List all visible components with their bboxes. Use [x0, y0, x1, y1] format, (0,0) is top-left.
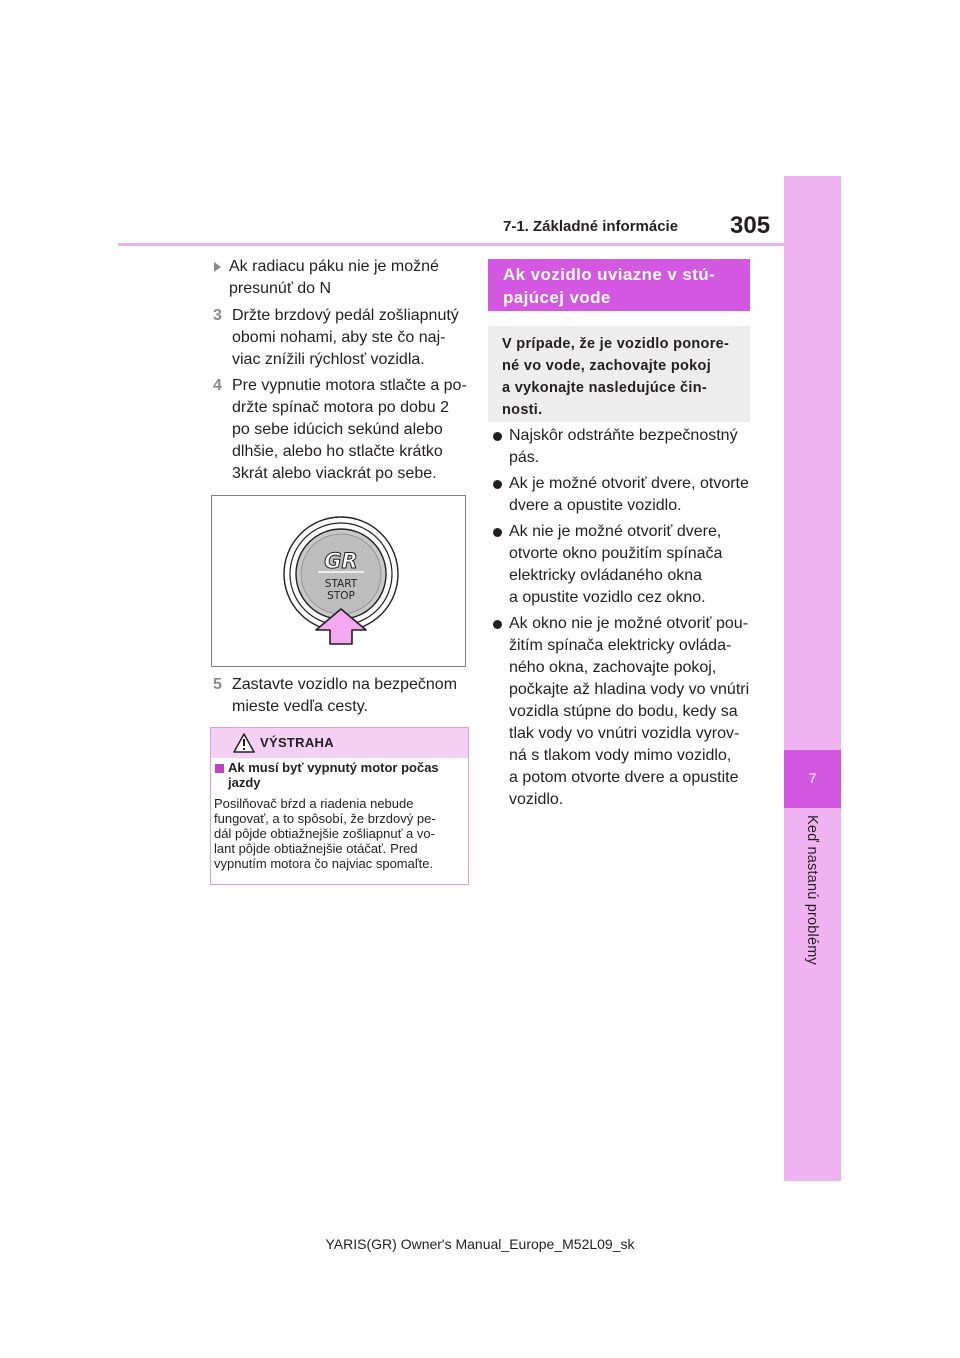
bullet-2-line-2: dvere a opustite vozidlo. [509, 497, 682, 514]
warning-body-line: dál pôjde obtiažnejšie zošliapnuť a vo- [214, 826, 435, 841]
bullet-4-line-8: a potom otvorte dvere a opustite [509, 769, 739, 786]
warning-title: VÝSTRAHA [260, 735, 334, 750]
info-line: né vo vode, zachovajte pokoj [502, 358, 712, 374]
section-heading [503, 263, 743, 309]
bullet-2-line-1: Ak je možné otvoriť dvere, otvorte [509, 475, 749, 492]
step-3-line-3: viac znížili rýchlosť vozidla. [232, 351, 425, 368]
header-rule [118, 243, 784, 246]
section-title: 7-1. Základné informácie [503, 218, 679, 235]
bullet-3-line-3: elektricky ovládaného okna [509, 567, 703, 584]
bullet-4-line-6: tlak vody vo vnútri vozidla vyrov- [509, 725, 740, 742]
button-logo-text: GR [324, 549, 358, 573]
engine-switch-figure [211, 495, 466, 667]
bullet-1-line-2: pás. [509, 449, 540, 466]
info-line: nosti. [502, 402, 543, 418]
chapter-side-tab [784, 176, 841, 1181]
bullet-dot-icon [493, 432, 502, 441]
warning-body-line: vypnutím motora čo najviac spomaľte. [214, 856, 434, 871]
step-4-line-1: Pre vypnutie motora stlačte a po- [232, 377, 467, 394]
chapter-tab-number: 7 [808, 770, 817, 786]
info-line: V prípade, že je vozidlo ponore- [502, 336, 730, 352]
step-4-number: 4 [213, 377, 222, 394]
engine-switch-illustration [212, 496, 465, 666]
step-4-line-2: držte spínač motora po dobu 2 [232, 399, 450, 416]
step-4-line-5: 3krát alebo viackrát po sebe. [232, 465, 437, 482]
step-3-line-2: obomi nohami, aby ste čo naj- [232, 329, 446, 346]
condition-arrow-icon [214, 262, 221, 272]
bullet-dot-icon [493, 620, 502, 629]
bullet-dot-icon [493, 528, 502, 537]
page-number: 305 [730, 212, 771, 239]
warning-box [210, 727, 469, 885]
step-5-number: 5 [213, 676, 222, 693]
section-heading-box [488, 259, 750, 311]
bullet-4-line-2: žitím spínača elektricky ovláda- [509, 637, 732, 654]
info-box [488, 326, 750, 422]
warning-triangle-icon [233, 733, 255, 753]
warning-body [214, 796, 466, 871]
info-line: a vykonajte nasledujúce čin- [502, 380, 708, 396]
step-4-line-4: dlhšie, alebo ho stlačte krátko [232, 443, 443, 460]
step-4-line-3: po sebe idúcich sekúnd alebo [232, 421, 443, 438]
info-text [502, 333, 742, 421]
condition-line-2: presunúť do N [229, 280, 332, 297]
bullet-4-line-7: ná s tlakom vody mimo vozidlo, [509, 747, 732, 764]
step-3-line-1: Držte brzdový pedál zošliapnutý [232, 307, 459, 324]
bullet-4-line-5: vozidla stúpne do bodu, kedy sa [509, 703, 738, 720]
bullet-3-line-1: Ak nie je možné otvoriť dvere, [509, 523, 722, 540]
warning-body-line: Posilňovač bŕzd a riadenia nebude [214, 796, 414, 811]
bullet-1-line-1: Najskôr odstráňte bezpečnostný [509, 427, 738, 444]
step-3-number: 3 [213, 307, 222, 324]
button-stop-text: STOP [327, 590, 355, 602]
footer-manual-id: YARIS(GR) Owner's Manual_Europe_M52L09_sk [325, 1236, 635, 1252]
section-heading-line: Ak vozidlo uviazne v stú- [503, 265, 716, 284]
button-start-text: START [324, 578, 358, 590]
bullet-3-line-4: a opustite vozidlo cez okno. [509, 589, 706, 606]
warning-subtitle-line: Ak musí byť vypnutý motor počas [228, 760, 439, 775]
bullet-4-line-1: Ak okno nie je možné otvoriť pou- [509, 615, 749, 632]
warning-body-line: lant pôjde obtiažnejšie otáčať. Pred [214, 841, 418, 856]
warning-subtitle-square-icon [215, 764, 224, 773]
bullet-4-line-9: vozidlo. [509, 791, 564, 808]
chapter-tab-label: Keď nastanú problémy [804, 815, 820, 965]
step-5-line-1: Zastavte vozidlo na bezpečnom [232, 676, 458, 693]
warning-subtitle-line: jazdy [228, 775, 261, 790]
step-5-line-2: mieste vedľa cesty. [232, 698, 368, 715]
bullet-4-line-3: ného okna, zachovajte pokoj, [509, 659, 717, 676]
bullet-dot-icon [493, 480, 502, 489]
bullet-4-line-4: počkajte až hladina vody vo vnútri [509, 681, 750, 698]
bullet-3-line-2: otvorte okno použitím spínača [509, 545, 723, 562]
section-heading-line: pajúcej vode [503, 288, 611, 307]
warning-subtitle [228, 760, 462, 790]
condition-line-1: Ak radiacu páku nie je možné [229, 258, 439, 275]
warning-body-line: fungovať, a to spôsobí, že brzdový pe- [214, 811, 436, 826]
